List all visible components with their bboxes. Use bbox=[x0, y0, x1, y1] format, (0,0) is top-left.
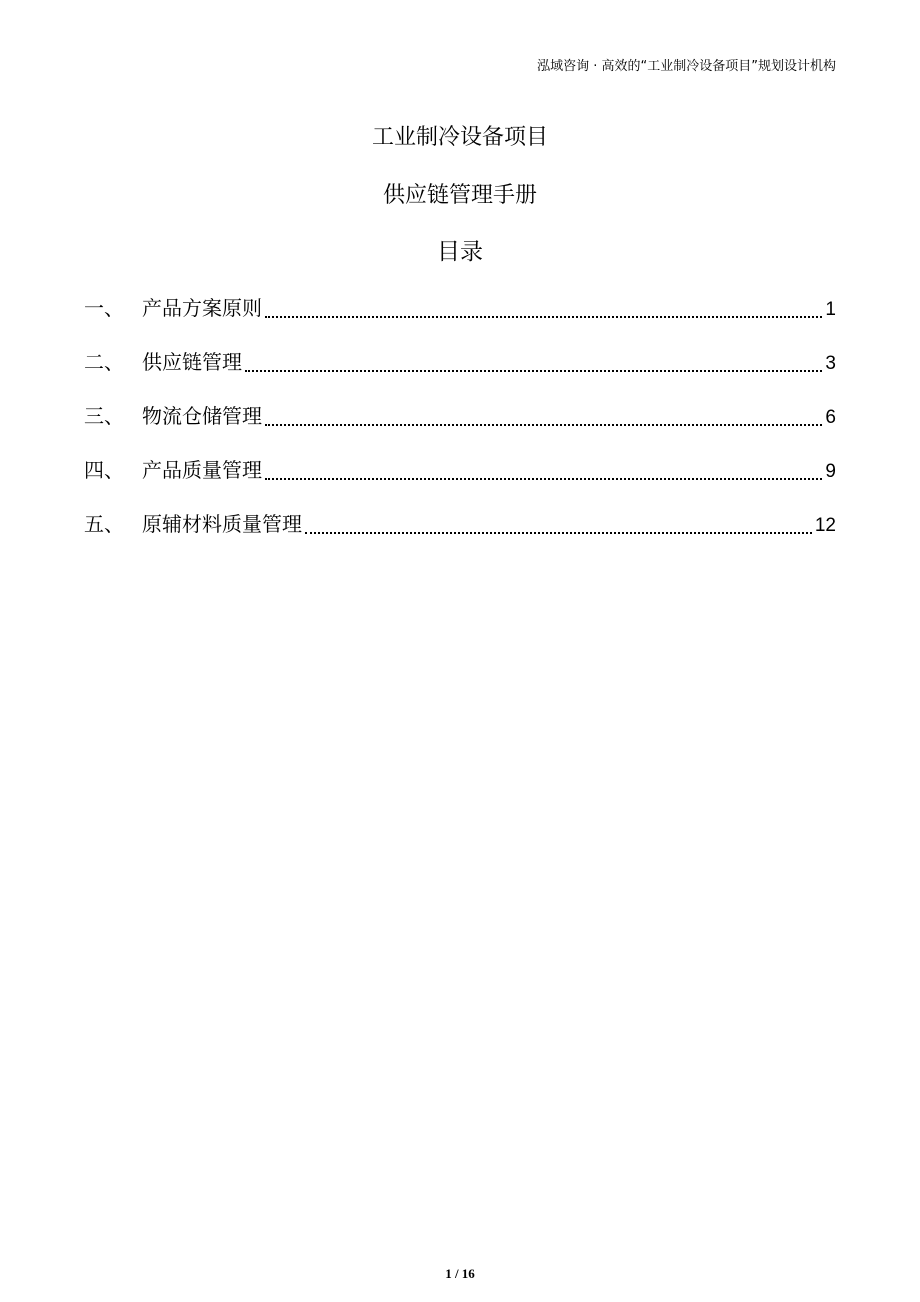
toc-entry-number: 五、 bbox=[84, 512, 124, 536]
toc-entry[interactable] bbox=[84, 291, 836, 345]
toc-entry[interactable] bbox=[84, 507, 836, 561]
toc-entry-title: 物流仓储管理 bbox=[142, 404, 262, 428]
toc-entry[interactable] bbox=[84, 345, 836, 399]
toc-entry-page: 9 bbox=[825, 461, 836, 482]
project-title: 工业制冷设备项目 bbox=[371, 125, 548, 150]
toc-entry-number: 二、 bbox=[84, 350, 124, 374]
toc-entry-title: 产品方案原则 bbox=[142, 296, 262, 320]
page-header: 泓域咨询 · 高效的“工业制冷设备项目”规划设计机构 bbox=[537, 59, 836, 74]
toc-entry-page: 3 bbox=[825, 353, 836, 374]
toc-entry-page: 6 bbox=[825, 407, 836, 428]
toc-entry-number: 一、 bbox=[84, 296, 124, 320]
toc-dot-leader bbox=[305, 512, 812, 534]
toc-entry-page: 12 bbox=[814, 515, 836, 536]
toc-entry-title: 供应链管理 bbox=[142, 350, 242, 374]
toc-dot-leader bbox=[265, 296, 822, 318]
toc-dot-leader bbox=[265, 404, 822, 426]
toc-entry-page: 1 bbox=[825, 299, 836, 320]
toc-heading: 目录 bbox=[437, 239, 483, 265]
toc-entry-number: 四、 bbox=[84, 458, 124, 482]
toc-dot-leader bbox=[245, 350, 822, 372]
page-number-footer: 1 / 16 bbox=[445, 1266, 475, 1281]
toc-dot-leader bbox=[265, 458, 822, 480]
toc-entry[interactable] bbox=[84, 399, 836, 453]
toc-entry[interactable] bbox=[84, 453, 836, 507]
manual-title: 供应链管理手册 bbox=[382, 183, 537, 208]
toc-entry-title: 原辅材料质量管理 bbox=[142, 512, 302, 536]
table-of-contents bbox=[84, 291, 836, 561]
toc-entry-number: 三、 bbox=[84, 404, 124, 428]
toc-entry-title: 产品质量管理 bbox=[142, 458, 262, 482]
